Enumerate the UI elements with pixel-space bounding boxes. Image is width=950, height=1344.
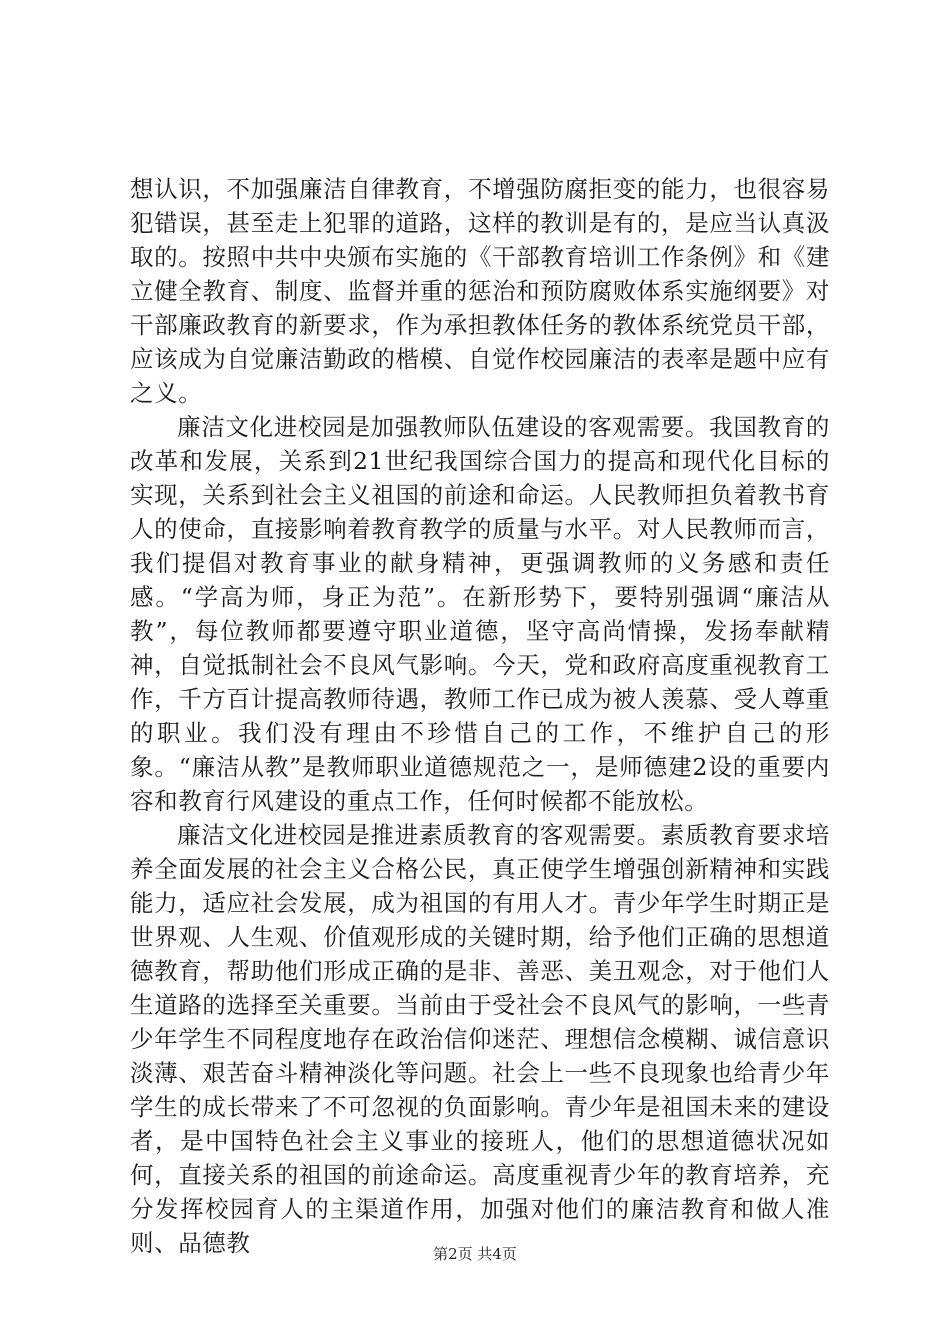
paragraph-continuation: 想认识，不加强廉洁自律教育，不增强防腐拒变的能力，也很容易犯错误，甚至走上犯罪的道路，这样的教训是有的，是应当认真汲取的。按照中共中央颁布实施的《干部教育培训工作条例》和《建立健全教育、制度、监督并重的惩治和预防腐败体系实施纲要》对干部廉政教育的新要求，作为承担教体任务的教体系统党员干部，应该成为自觉廉洁勤政的楷模、自觉作校园廉洁的表率是题中应有之义。 [130, 175, 830, 407]
paragraph-quality-education: 廉洁文化进校园是推进素质教育的客观需要。素质教育要求培养全面发展的社会主义合格公民，真正使学生增强创新精神和实践能力，适应社会发展，成为祖国的有用人才。青少年学生时期正是世界观、人生观、价值观形成的关键时期，给予他们正确的思想道德教育，帮助他们形成正确的是非、善恶、美丑观念，对于他们人生道路的选择至关重要。当前由于受社会不良风气的影响，一些青少年学生不同程度地存在政治信仰迷茫、理想信念模糊、诚信意识淡薄、艰苦奋斗精神淡化等问题。社会上一些不良现象也给青少年学生的成长带来了不可忽视的负面影响。青少年是祖国未来的建设者，是中国特色社会主义事业的接班人，他们的思想道德状况如何，直接关系的祖国的前途命运。高度重视青少年的教育培养，充分发挥校园育人的主渠道作用，加强对他们的廉洁教育和做人准则、品德教 [130, 821, 830, 1257]
paragraph-teacher-team: 廉洁文化进校园是加强教师队伍建设的客观需要。我国教育的改革和发展，关系到21世纪我国综合国力的提高和现代化目标的实现，关系到社会主义祖国的前途和命运。人民教师担负着教书育人的使命，直接影响着教育教学的质量与水平。对人民教师而言，我们提倡对教育事业的献身精神，更强调教师的义务感和责任感。“学高为师，身正为范”。在新形势下，要特别强调“廉洁从教”，每位教师都要遵守职业道德，坚守高尚情操，发扬奉献精神，自觉抵制社会不良风气影响。今天，党和政府高度重视教育工作，千方百计提高教师待遇，教师工作已成为被人羡慕、受人尊重的职业。我们没有理由不珍惜自己的工作，不维护自己的形象。“廉洁从教”是教师职业道德规范之一，是师德建2设的重要内容和教育行风建设的重点工作，任何时候都不能放松。 [130, 413, 830, 815]
document-body [130, 172, 830, 1260]
page-number-footer: 第2页 共4页 [433, 1245, 517, 1263]
